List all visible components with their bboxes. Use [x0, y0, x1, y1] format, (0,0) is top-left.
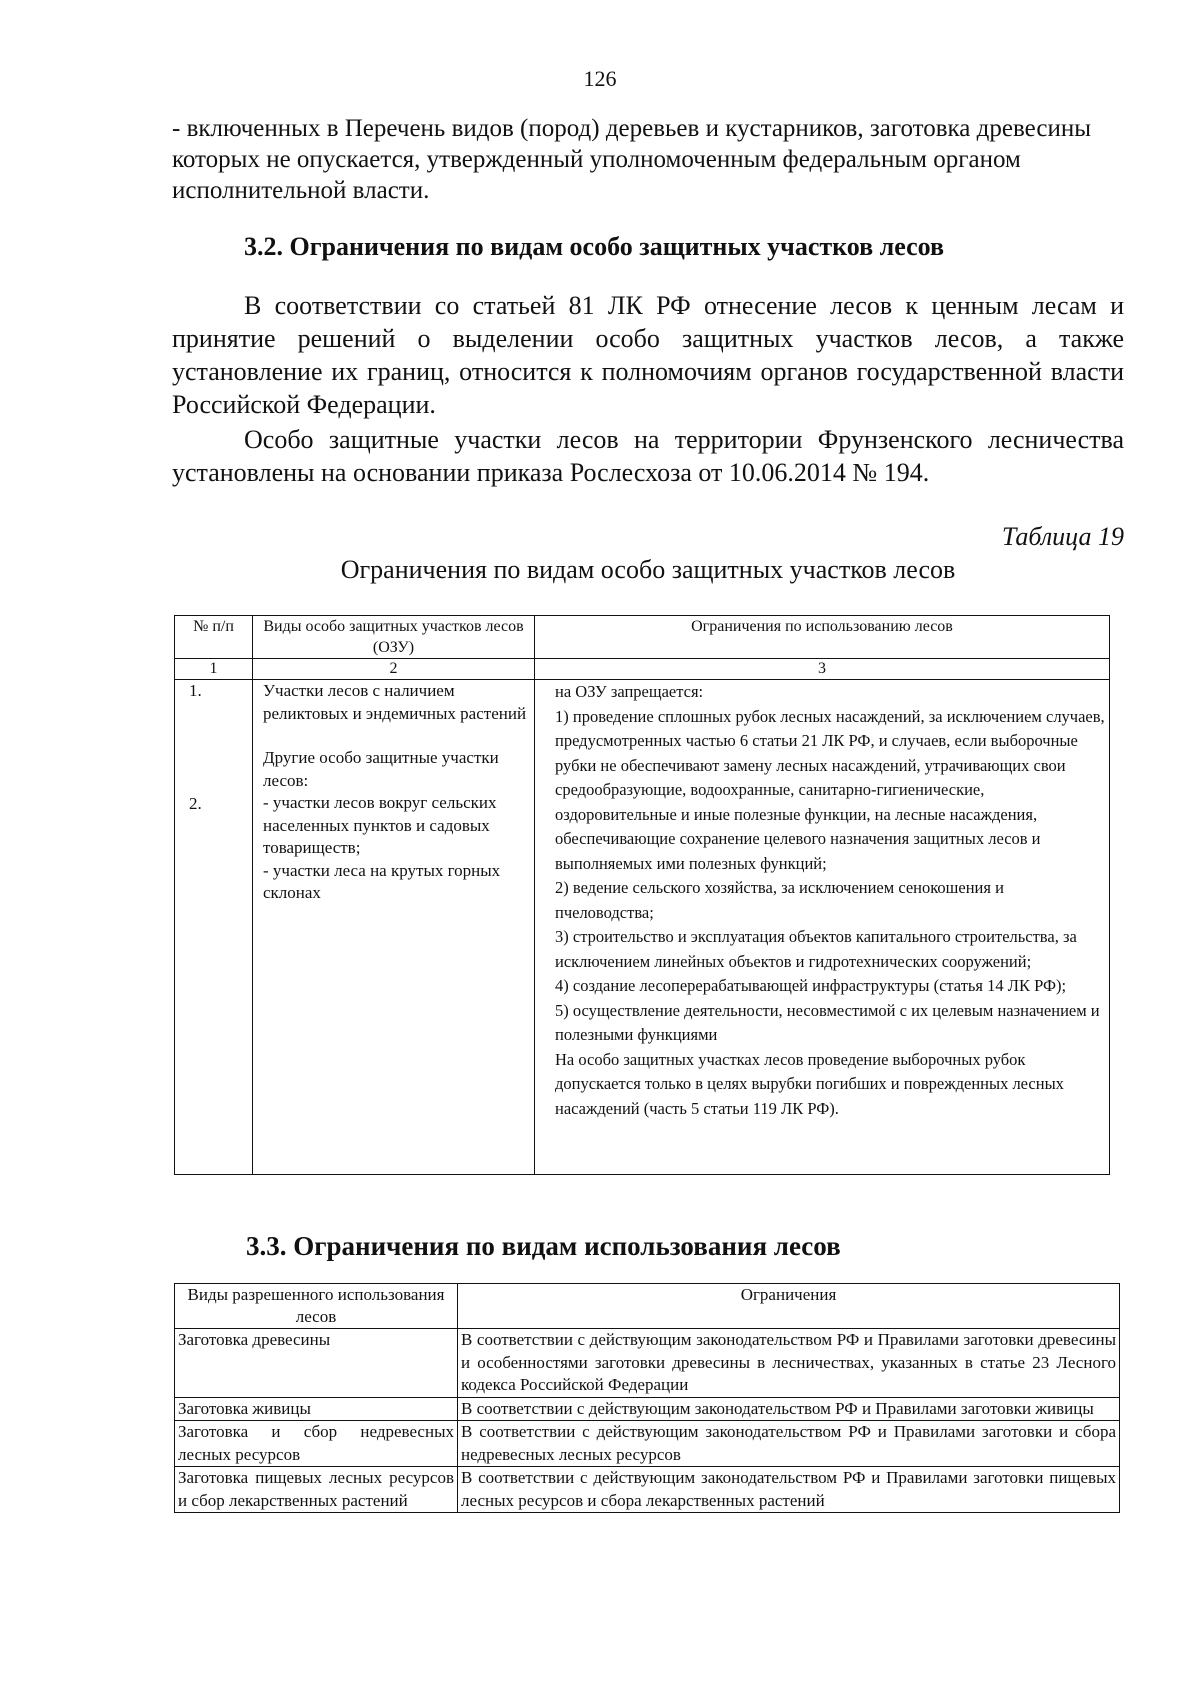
restriction-note: На особо защитных участках лесов проведение выборочных рубок допускается только в целях вырубки погибших и поврежденных лесных насаждений (часть 5 статьи 119 ЛК РФ).: [555, 1049, 1064, 1118]
table-19-header-row: [175, 616, 1110, 659]
table-19-column-number: 2: [253, 659, 535, 680]
use-restriction: В соответствии с действующим законодательством РФ и Правилами заготовки и сбора недревесных лесных ресурсов: [458, 1421, 1120, 1467]
ozu-type-other: Другие особо защитные участки лесов:: [263, 748, 499, 790]
section-3-3-heading: 3.3. Ограничения по видам использования лесов: [246, 1231, 841, 1261]
use-table-row: [175, 1329, 1120, 1398]
use-table-header-types: Виды разрешенного использования лесов: [175, 1284, 458, 1329]
use-restriction: В соответствии с действующим законодательством РФ и Правилами заготовки древесины и особенностями заготовки древесины в лесничествах, указанных в статье 23 Лесного кодекса Российской Федерации: [458, 1329, 1120, 1398]
use-restriction: В соответствии с действующим законодательством РФ и Правилами заготовки пищевых лесных ресурсов и сбора лекарственных растений: [458, 1467, 1120, 1513]
use-type: Заготовка живицы: [175, 1397, 458, 1421]
table-19-body-row: [175, 680, 1110, 1175]
table-19-restrictions-cell: [535, 680, 1110, 1175]
restriction-item: 3) строительство и эксплуатация объектов капитального строительства, за исключением линейных объектов и гидротехнических сооружений;: [555, 927, 1077, 971]
use-type: Заготовка и сбор недревесных лесных ресурсов: [175, 1421, 458, 1467]
table-19-column-number: 1: [175, 659, 253, 680]
use-restriction: В соответствии с действующим законодательством РФ и Правилами заготовки живицы: [458, 1397, 1120, 1421]
use-type: Заготовка пищевых лесных ресурсов и сбор лекарственных растений: [175, 1467, 458, 1513]
table-19-header-restrictions: Ограничения по использованию лесов: [535, 616, 1110, 659]
use-table-header-row: [175, 1284, 1120, 1329]
table-19-column-number: 3: [535, 659, 1110, 680]
table-19-caption: Ограничения по видам особо защитных участков лесов: [340, 555, 956, 584]
ozu-type-slopes: - участки леса на крутых горных склонах: [263, 860, 501, 902]
table-19-column-numbers-row: [175, 659, 1110, 680]
page-number: 126: [583, 66, 617, 91]
restriction-item: 4) создание лесоперерабатывающей инфраструктуры (статья 14 ЛК РФ);: [555, 976, 1067, 995]
table-19-header-types: Виды особо защитных участков лесов (ОЗУ): [253, 616, 535, 659]
section-3-2-paragraph-1: В соответствии со статьей 81 ЛК РФ отнесение лесов к ценным лесам и принятие решений о выделении особо защитных участков лесов, а также установление их границ, относится к полномочиям органов государственной власти Российской Федерации.: [172, 291, 1124, 419]
use-table-header-restrictions: Ограничения: [458, 1284, 1120, 1329]
table-19-row-numbers-cell: [175, 680, 253, 1175]
table-19: [174, 615, 1110, 1175]
restriction-item: 1) проведение сплошных рубок лесных насаждений, за исключением случаев, предусмотренных частью 6 статьи 21 ЛК РФ, и случаев, если выборочные рубки не обеспечивают замену лесных насаждений, утрачивающих свои средообразующие, водоохранные, санитарно-гигиенические, оздоровительные и иные полезные функции, на лесные насаждения, обеспечивающие сохранение целевого назначения защитных лесов и выполняемых ими полезных функций;: [555, 706, 1105, 873]
use-table-row: [175, 1397, 1120, 1421]
ozu-type-settlements: - участки лесов вокруг сельских населенных пунктов и садовых товариществ;: [263, 793, 497, 857]
section-3-2-heading: 3.2. Ограничения по видам особо защитных участков лесов: [244, 232, 945, 261]
row-number: 2.: [189, 793, 202, 813]
use-table-row: [175, 1421, 1120, 1467]
restriction-intro: на ОЗУ запрещается:: [555, 682, 704, 701]
table-use-restrictions: [174, 1283, 1120, 1513]
table-19-header-number: № п/п: [175, 616, 253, 659]
table-19-types-cell: [253, 680, 535, 1175]
ozu-type-relict: Участки лесов с наличием реликтовых и эндемичных растений: [263, 681, 527, 723]
restriction-item: 2) ведение сельского хозяйства, за исключением сенокошения и пчеловодства;: [555, 878, 1004, 922]
restriction-item: 5) осуществление деятельности, несовместимой с их целевым назначением и полезными функциями: [555, 1000, 1100, 1044]
intro-text: - включенных в Перечень видов (пород) деревьев и кустарников, заготовка древесины которых не опускается, утвержденный уполномоченным федеральным органом исполнительной власти.: [172, 115, 1091, 204]
use-table-row: [175, 1467, 1120, 1513]
table-19-label: Таблица 19: [1001, 522, 1124, 551]
use-type: Заготовка древесины: [175, 1329, 458, 1398]
row-number: 1.: [189, 681, 202, 700]
section-3-2-paragraph-2: Особо защитные участки лесов на территории Фрунзенского лесничества установлены на основании приказа Рослесхоза от 10.06.2014 № 194.: [172, 425, 1124, 487]
